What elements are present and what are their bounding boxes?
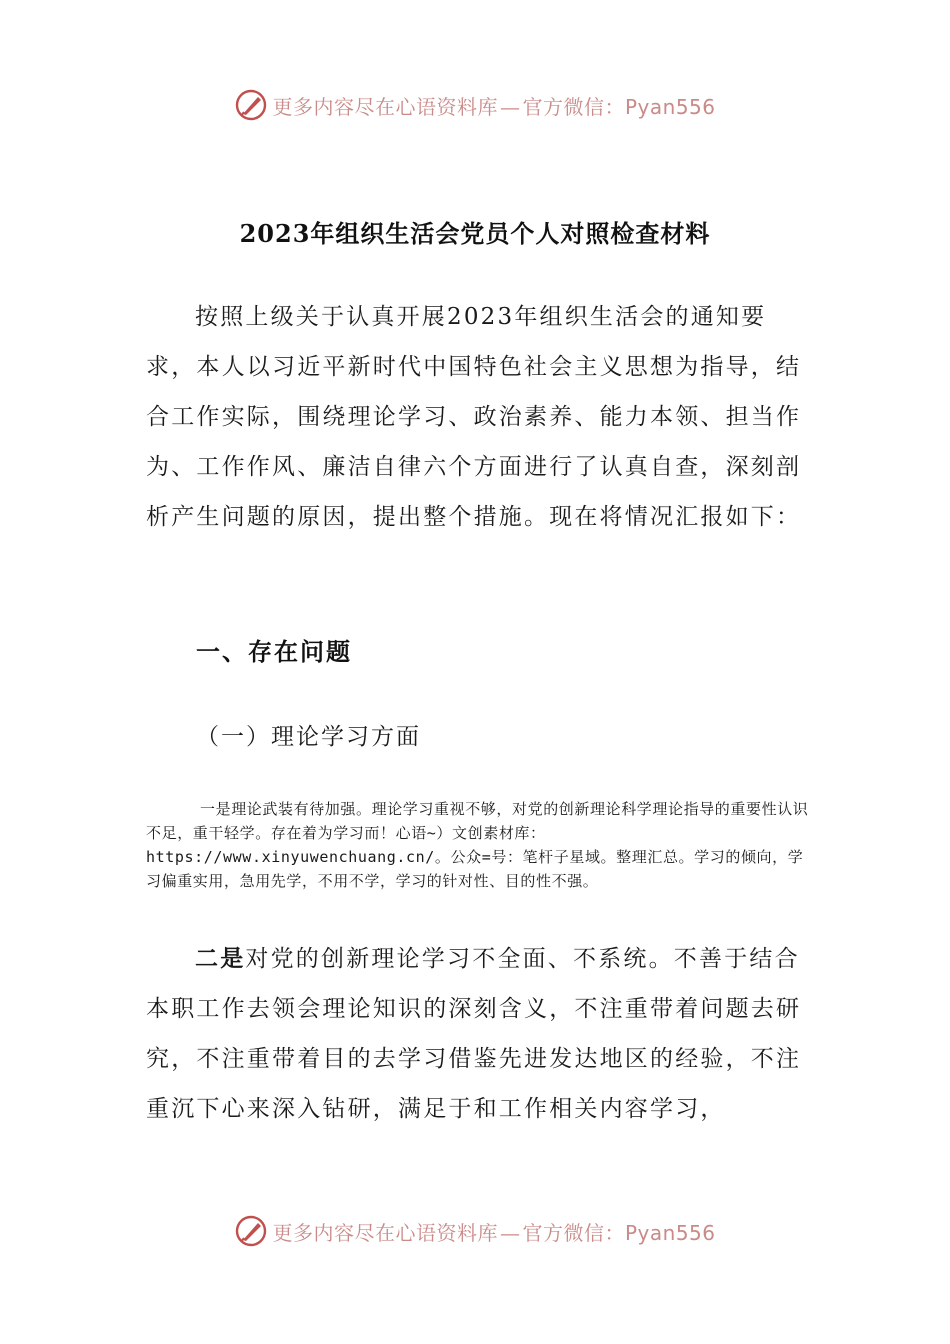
- subsection-heading-theory: （一）理论学习方面: [196, 724, 421, 750]
- point-two-lead: 二是: [195, 945, 246, 972]
- intro-paragraph: 按照上级关于认真开展2023年组织生活会的通知要求，本人以习近平新时代中国特色社会主义思想为指导，结合工作实际，围绕理论学习、政治素养、能力本领、担当作为、工作作风、廉洁自律六个方面进行了认真自查，深刻剖析产生问题的原因，提出整个措施。现在将情况汇报如下：: [146, 304, 802, 530]
- footer-watermark: [0, 1206, 950, 1256]
- watermark-library-text: 更多内容尽在心语资料库: [272, 94, 498, 119]
- watermark-wechat-id: Pyan556: [624, 1220, 716, 1245]
- watermark-text: [272, 1217, 715, 1246]
- header-watermark: [0, 80, 950, 130]
- watermark-dash: —: [499, 1220, 521, 1245]
- point-two-paragraph: [146, 934, 811, 1134]
- watermark-dash: —: [499, 94, 521, 119]
- document-title: 2023年组织生活会党员个人对照检查材料: [239, 219, 711, 248]
- watermark-library-text: 更多内容尽在心语资料库: [272, 1220, 498, 1245]
- point-one-paragraph: 一是理论武装有待加强。理论学习重视不够，对党的创新理论科学理论指导的重要性认识不足，重干轻学。存在着为学习而！心语~）文创素材库：https://www.xinyuwenchuang.cn/。公众=号：笔杆子星域。整理汇总。学习的倾向，学习偏重实用，急用先学，不用不学，学习的针对性、目的性不强。: [146, 800, 809, 890]
- watermark-text: [272, 91, 715, 120]
- watermark-official-label: 官方微信：: [522, 94, 625, 119]
- quill-logo-icon: [234, 88, 268, 122]
- quill-logo-icon: [234, 1214, 268, 1248]
- section-heading-problems: 一、存在问题: [196, 637, 352, 666]
- watermark-wechat-id: Pyan556: [624, 94, 716, 119]
- watermark-official-label: 官方微信：: [522, 1220, 625, 1245]
- point-two-body: 对党的创新理论学习不全面、不系统。不善于结合本职工作去领会理论知识的深刻含义，不注重带着问题去研究，不注重带着目的去学习借鉴先进发达地区的经验，不注重沉下心来深入钻研，满足于和工作相关内容学习，: [146, 946, 802, 1122]
